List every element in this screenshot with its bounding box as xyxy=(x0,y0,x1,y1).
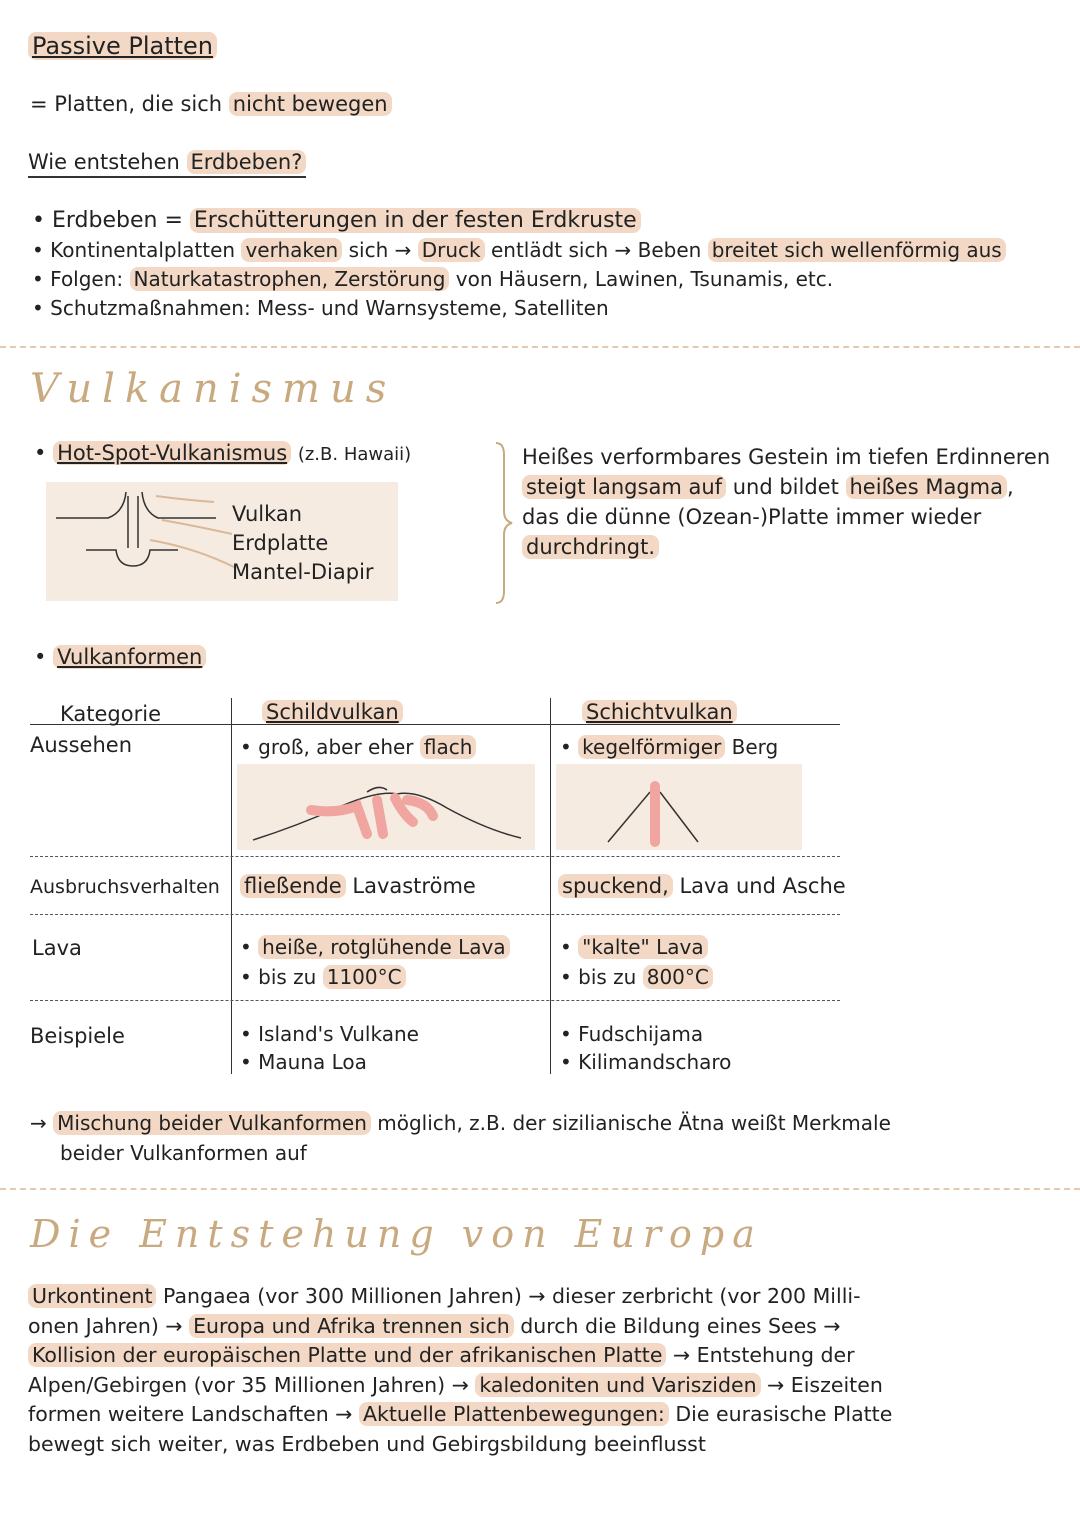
diagram-labels xyxy=(232,500,374,587)
cell-lava-schicht xyxy=(560,932,713,992)
europa-highlight: kaledoniten und Varisziden xyxy=(475,1373,760,1397)
label-line-vulkan xyxy=(156,496,214,502)
section-title-vulkanismus: Vulkanismus xyxy=(30,366,397,412)
label-line-mantel xyxy=(150,540,236,568)
cell-ausbruch-schicht: spuckend, Lava und Asche xyxy=(558,874,846,898)
desc-line: durchdringt. xyxy=(522,532,1050,562)
row-label-aussehen: Aussehen xyxy=(30,733,133,757)
section-divider xyxy=(0,1188,1080,1190)
row-label-beispiele: Beispiele xyxy=(30,1024,125,1048)
row-divider xyxy=(30,1000,840,1001)
table-col-divider xyxy=(550,698,551,1074)
europa-text-part: onen Jahren) → xyxy=(28,1313,190,1338)
schicht-sketch xyxy=(556,764,802,850)
desc-line: steigt langsam auf und bildet heißes Magma , xyxy=(522,472,1050,502)
europa-line xyxy=(28,1312,892,1342)
cell-beispiele-schild xyxy=(240,1020,419,1076)
cell-beispiele-schicht xyxy=(560,1020,731,1076)
cell-line: • Kilimandscharo xyxy=(560,1050,732,1074)
label-vulkan: Vulkan xyxy=(232,502,303,526)
cell-line: • heiße, rotglühende Lava xyxy=(240,932,510,962)
europa-line xyxy=(28,1341,892,1371)
row-label-lava: Lava xyxy=(32,936,82,960)
europa-text-part: → Eiszeiten xyxy=(760,1372,883,1397)
cell-line: • Island's Vulkane xyxy=(240,1022,419,1046)
section-heading-passive: Passive Platten xyxy=(28,32,217,60)
europa-text-part: durch die Bildung eines Sees → xyxy=(513,1313,841,1338)
cell-line: • bis zu 800°C xyxy=(560,962,713,992)
europa-text-part: Pangaea (vor 300 Millionen Jahren) → dieser zerbricht (vor 200 Milli- xyxy=(156,1284,861,1308)
vulkanformen-note xyxy=(30,1108,891,1168)
table-header-category: Kategorie xyxy=(60,702,161,726)
desc-line: das die dünne (Ozean-)Platte immer wieder xyxy=(522,505,982,529)
cell-line: • kegelförmiger Berg xyxy=(560,735,779,759)
europa-highlight: Urkontinent xyxy=(28,1284,156,1308)
plate-left-line xyxy=(56,492,126,518)
section-title-europa: Die Entstehung von Europa xyxy=(30,1212,763,1256)
europa-text-part: formen weitere Landschaften → xyxy=(28,1402,359,1426)
schicht-sketch-svg xyxy=(556,764,802,850)
cell-line: • "kalte" Lava xyxy=(560,932,713,962)
section-divider xyxy=(0,346,1080,348)
europa-highlight: Kollision der europäischen Platte und der afrikanischen Platte xyxy=(28,1343,666,1367)
schild-sketch xyxy=(237,764,535,850)
note-line: → Mischung beider Vulkanformen möglich, z.B. der sizilianische Ätna weißt Merkmale xyxy=(30,1111,891,1135)
table-header-schild: Schildvulkan xyxy=(262,700,403,724)
cell-line: • bis zu 1100°C xyxy=(240,962,510,992)
note-line: beider Vulkanformen auf xyxy=(60,1141,307,1165)
table-header-schicht: Schichtvulkan xyxy=(582,700,737,724)
erdbeben-item: • Folgen: Naturkatastrophen, Zerstörung von Häusern, Lawinen, Tsunamis, etc. xyxy=(32,267,834,291)
europa-text-part: Die eurasische Platte xyxy=(668,1402,893,1426)
erdbeben-item: • Erdbeben = Erschütterungen in der festen Erdkruste xyxy=(32,208,641,233)
row-label-ausbruch: Ausbruchsverhalten xyxy=(30,876,220,898)
plate-right-line xyxy=(142,492,216,518)
hotspot-description xyxy=(522,442,1050,562)
brace xyxy=(492,441,516,605)
schild-sketch-svg xyxy=(237,764,535,850)
europa-text-part: bewegt sich weiter, was Erdbeben und Gebirgsbildung beeinflusst xyxy=(28,1431,706,1456)
row-divider xyxy=(30,856,840,857)
cell-ausbruch-schild: fließende Lavaströme xyxy=(240,874,476,898)
europa-text xyxy=(28,1282,892,1459)
europa-highlight: Aktuelle Plattenbewegungen: xyxy=(359,1402,669,1426)
cell-lava-schild xyxy=(240,932,510,992)
mantle-plume-line xyxy=(86,550,178,566)
cell-line: • Mauna Loa xyxy=(240,1050,367,1074)
hotspot-heading: • Hot-Spot-Vulkanismus (z.B. Hawaii) xyxy=(34,441,412,465)
table-col-divider xyxy=(231,698,232,1074)
europa-text-part: Alpen/Gebirgen (vor 35 Millionen Jahren) → xyxy=(28,1372,476,1397)
europa-line xyxy=(28,1430,892,1460)
cell-line: • groß, aber eher flach xyxy=(240,732,531,762)
label-mantel-diapir: Mantel-Diapir xyxy=(232,560,374,584)
desc-line: Heißes verformbares Gestein im tiefen Erdinneren xyxy=(522,445,1051,469)
europa-highlight: Europa und Afrika trennen sich xyxy=(189,1314,514,1338)
row-divider xyxy=(30,914,840,915)
label-erdplatte: Erdplatte xyxy=(232,531,329,555)
erdbeben-question: Wie entstehen Erdbeben? xyxy=(28,150,306,178)
cell-line: • Fudschijama xyxy=(560,1022,704,1046)
europa-text-part: → Entstehung der xyxy=(666,1343,855,1367)
erdbeben-item: • Kontinentalplatten verhaken sich → Druck entlädt sich → Beben breitet sich wellenförmig aus xyxy=(32,238,1006,262)
europa-line xyxy=(28,1371,892,1401)
erdbeben-item: • Schutzmaßnahmen: Mess- und Warnsysteme, Satelliten xyxy=(32,296,609,320)
europa-line xyxy=(28,1400,892,1430)
vulkanformen-heading: • Vulkanformen xyxy=(34,645,206,669)
label-line-erdplatte xyxy=(162,520,232,534)
hotspot-diagram xyxy=(46,482,398,601)
passive-definition: = Platten, die sich nicht bewegen xyxy=(30,92,392,116)
europa-line xyxy=(28,1282,892,1312)
